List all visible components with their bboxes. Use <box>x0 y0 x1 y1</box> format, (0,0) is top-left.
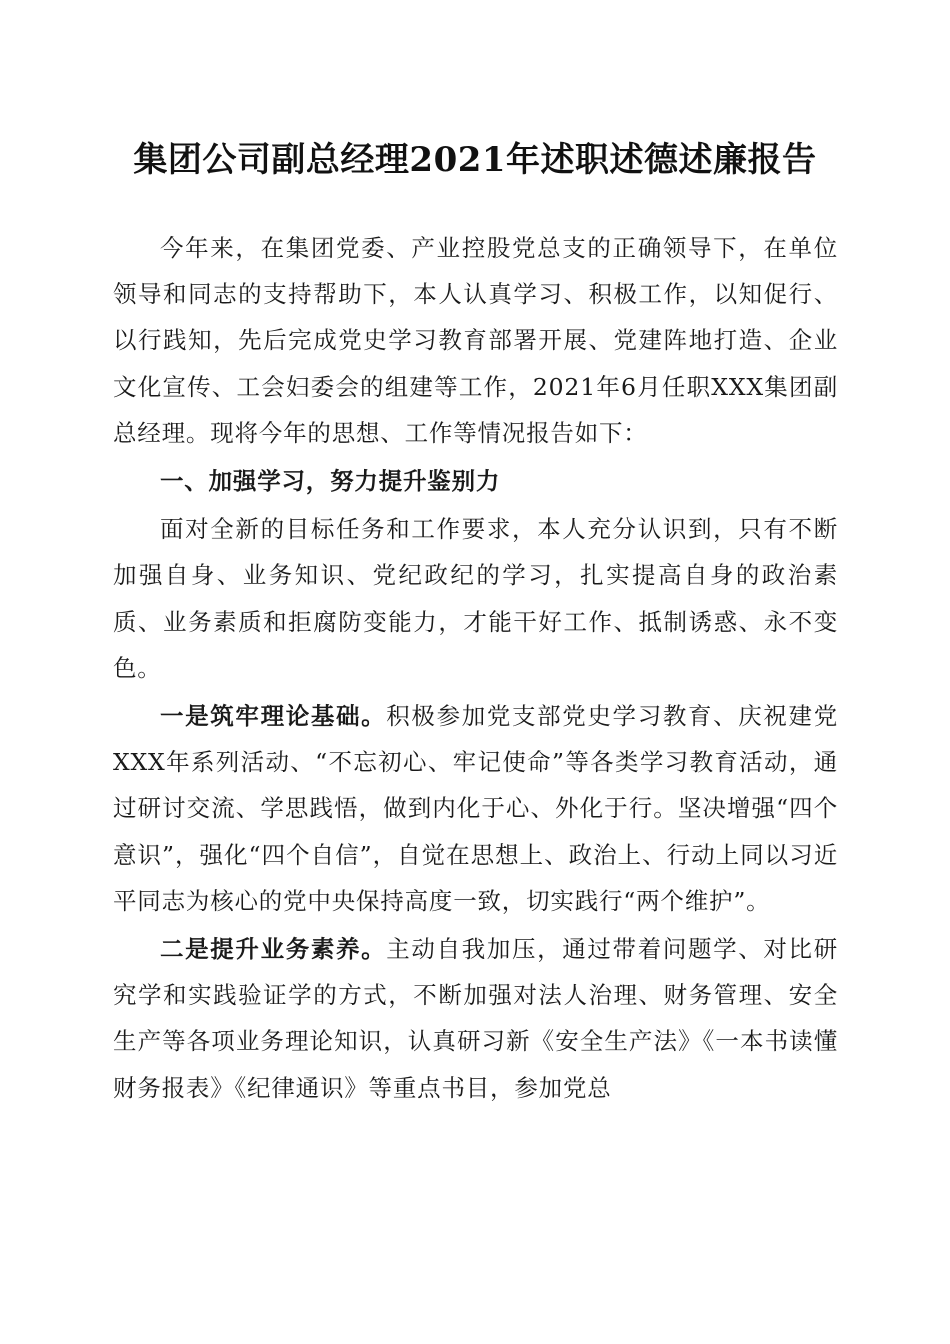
section-heading-1: 一、加强学习，努力提升鉴别力 <box>160 467 501 496</box>
point-1-text: 积极参加党支部党史学习教育、庆祝建党XXX年系列活动、“不忘初心、牢记使命”等各类学习教育活动，通过研讨交流、学思践悟，做到内化于心、外化于行。坚决增强“四个意识”，强化“四个自信”，自觉在思想上、政治上、行动上同以习近平同志为核心的党中央保持高度一致，切实践行“两个维护”。 <box>113 702 838 915</box>
point-2-paragraph <box>113 926 838 1111</box>
document-body <box>113 225 838 1111</box>
point-2-text: 主动自我加压，通过带着问题学、对比研究学和实践验证学的方式，不断加强对法人治理、财务管理、安全生产等各项业务理论知识，认真研习新《安全生产法》《一本书读懂财务报表》《纪律通识》等重点书目，参加党总 <box>113 935 838 1102</box>
point-1-paragraph <box>113 693 838 924</box>
document-title: 集团公司副总经理2021年述职述德述廉报告 <box>133 140 817 180</box>
intro-paragraph: 今年来，在集团党委、产业控股党总支的正确领导下，在单位领导和同志的支持帮助下，本人认真学习、积极工作，以知促行、以行践知，先后完成党史学习教育部署开展、党建阵地打造、企业文化宣传、工会妇委会的组建等工作，2021年6月任职XXX集团副总经理。现将今年的思想、工作等情况报告如下： <box>113 234 838 447</box>
point-2-lead: 二是提升业务素养。 <box>160 935 387 964</box>
section-1-paragraph: 面对全新的目标任务和工作要求，本人充分认识到，只有不断加强自身、业务知识、党纪政纪的学习，扎实提高自身的政治素质、业务素质和拒腐防变能力，才能干好工作、抵制诱惑、永不变色。 <box>113 515 838 682</box>
point-1-lead: 一是筑牢理论基础。 <box>160 702 387 731</box>
